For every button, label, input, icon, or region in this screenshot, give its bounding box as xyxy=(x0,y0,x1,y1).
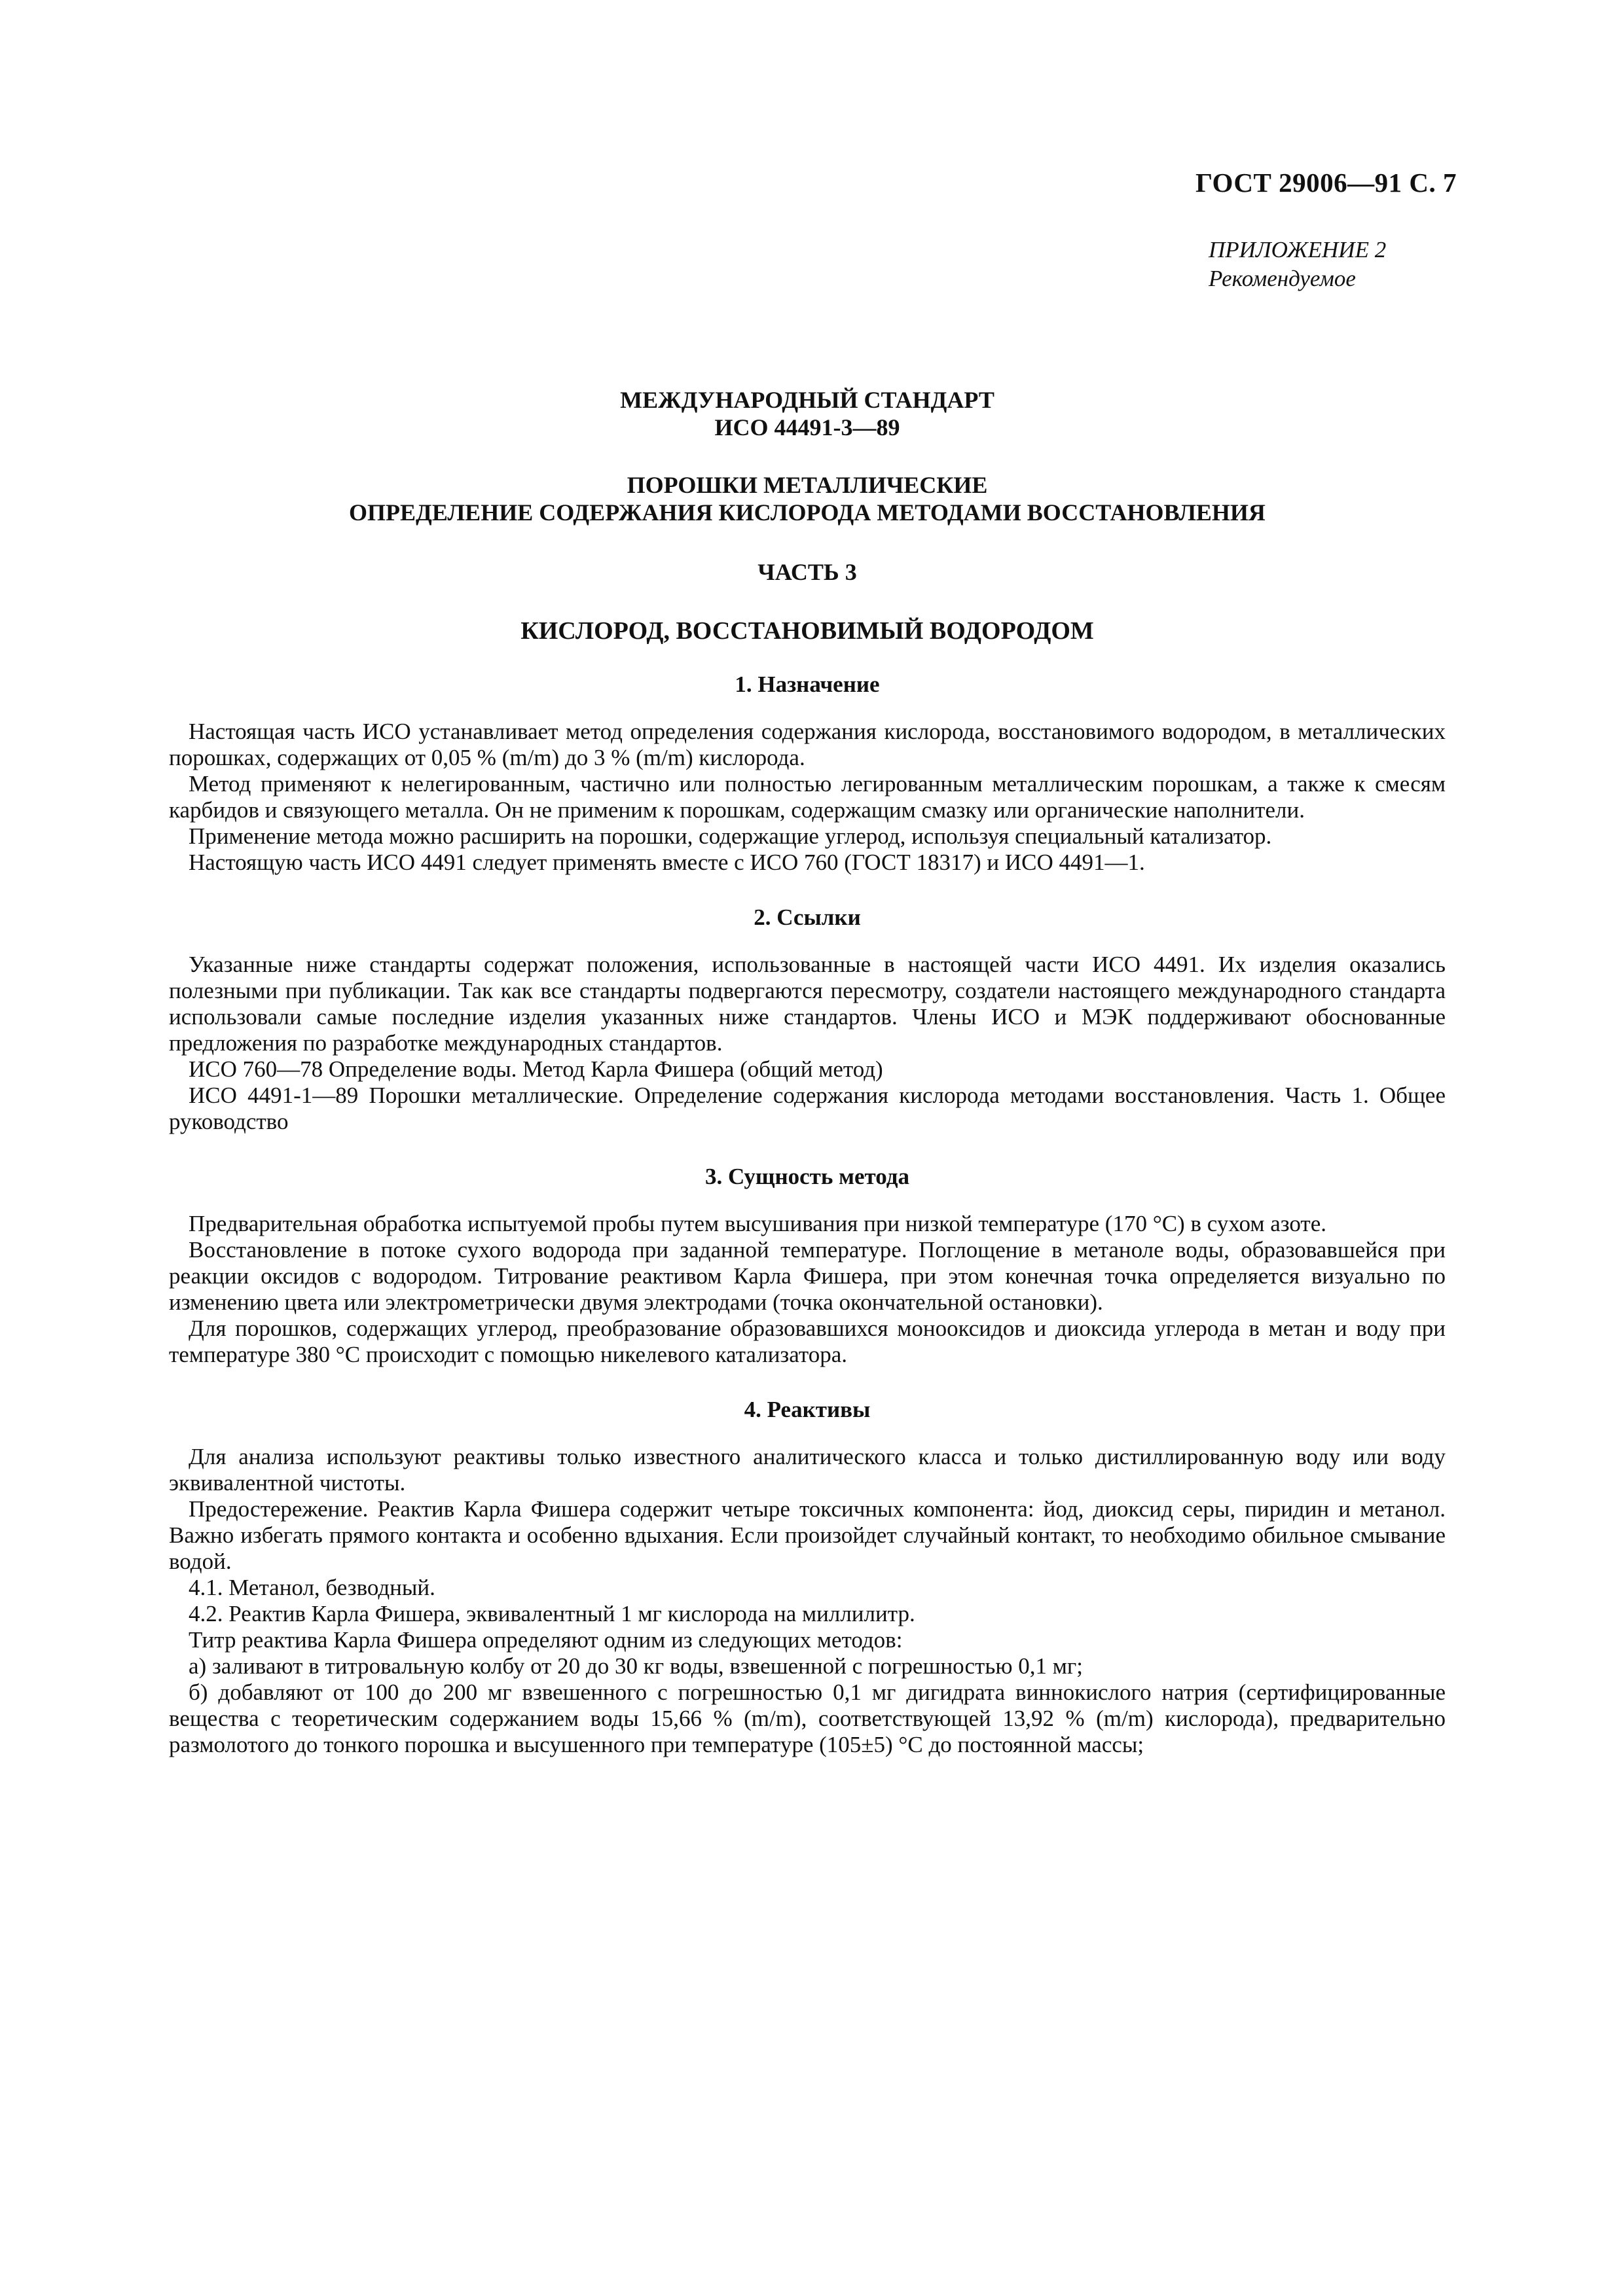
appendix-number: ПРИЛОЖЕНИЕ 2 xyxy=(1209,237,1387,262)
paragraph: Указанные ниже стандарты содержат положения, использованные в настоящей части ИСО 4491. Их изделия оказались полезными при публикации. Так как все стандарты подвергаются пересмотру, создатели настоящего международного стандарта использовали самые последние изделия указанных ниже стандартов. Члены ИСО и МЭК поддерживают обоснованные предложения по разработке международных стандартов. xyxy=(169,952,1446,1056)
part-title: КИСЛОРОД, ВОССТАНОВИМЫЙ ВОДОРОДОМ xyxy=(520,617,1094,645)
standard-type: МЕЖДУНАРОДНЫЙ СТАНДАРТ xyxy=(620,387,994,413)
paragraph: Настоящая часть ИСО устанавливает метод определения содержания кислорода, восстановимого водородом, в металлических порошках, содержащих от 0,05 % (m/m) до 3 % (m/m) кислорода. xyxy=(169,719,1446,770)
reference-item: ИСО 4491-1—89 Порошки металлические. Определение содержания кислорода методами восстановления. Часть 1. Общее руководство xyxy=(169,1083,1446,1134)
reagent-item: 4.2. Реактив Карла Фишера, эквивалентный 1 мг кислорода на миллилитр. xyxy=(189,1601,915,1626)
warning-paragraph: Предостережение. Реактив Карла Фишера содержит четыре токсичных компонента: йод, диоксид серы, пиридин и метанол. Важно избегать прямого контакта и особенно вдыхания. Если произойдет случайный контакт, то необходимо обильное смывание водой. xyxy=(169,1496,1446,1574)
reagent-item: 4.1. Метанол, безводный. xyxy=(189,1575,435,1600)
paragraph: Восстановление в потоке сухого водорода при заданной температуре. Поглощение в метаноле воды, образовавшейся при реакции оксидов с водородом. Титрование реактивом Карла Фишера, при этом конечная точка определяется визуально по изменению цвета или электрометрически двумя электродами (точка окончательной остановки). xyxy=(169,1237,1446,1315)
paragraph: Для порошков, содержащих углерод, преобразование образовавшихся монооксидов и диоксида углерода в метан и воду при температуре 380 °С происходит с помощью никелевого катализатора. xyxy=(169,1316,1446,1367)
document-title-2: ОПРЕДЕЛЕНИЕ СОДЕРЖАНИЯ КИСЛОРОДА МЕТОДАМИ ВОССТАНОВЛЕНИЯ xyxy=(349,499,1266,526)
paragraph: Титр реактива Карла Фишера определяют одним из следующих методов: xyxy=(189,1627,903,1653)
reference-item: ИСО 760—78 Определение воды. Метод Карла Фишера (общий метод) xyxy=(189,1056,883,1082)
paragraph: Применение метода можно расширить на порошки, содержащие углерод, используя специальный катализатор. xyxy=(189,823,1272,849)
method-item: б) добавляют от 100 до 200 мг взвешенного с погрешностью 0,1 мг дигидрата виннокислого натрия (сертифицированные вещества с теоретическим содержанием воды 15,66 % (m/m), соответствующей 13,92 % (m/m) кислорода), предварительно размолотого до тонкого порошка и высушенного при температуре (105±5) °С до постоянной массы; xyxy=(169,1679,1446,1757)
appendix-label xyxy=(1209,236,1386,293)
document-title-1: ПОРОШКИ МЕТАЛЛИЧЕСКИЕ xyxy=(627,472,988,498)
standard-number: ИСО 44491-3—89 xyxy=(714,414,900,440)
method-item: а) заливают в титровальную колбу от 20 до 30 кг воды, взвешенной с погрешностью 0,1 мг; xyxy=(189,1653,1083,1679)
document-body xyxy=(169,386,1446,1758)
paragraph: Для анализа используют реактивы только известного аналитического класса и только дистиллированную воду или воду эквивалентной чистоты. xyxy=(169,1444,1446,1496)
paragraph: Метод применяют к нелегированным, частично или полностью легированным металлическим порошкам, а также к смесям карбидов и связующего металла. Он не применим к порошкам, содержащим смазку или органические наполнители. xyxy=(169,771,1446,823)
paragraph: Настоящую часть ИСО 4491 следует применять вместе с ИСО 760 (ГОСТ 18317) и ИСО 4491—1. xyxy=(189,850,1145,875)
part-number: ЧАСТЬ 3 xyxy=(757,559,857,585)
section-heading: 1. Назначение xyxy=(735,672,880,697)
section-heading: 3. Сущность метода xyxy=(705,1164,909,1189)
appendix-status: Рекомендуемое xyxy=(1209,266,1356,291)
paragraph: Предварительная обработка испытуемой пробы путем высушивания при низкой температуре (170 °С) в сухом азоте. xyxy=(189,1211,1326,1236)
section-heading: 4. Реактивы xyxy=(744,1397,871,1422)
page-header xyxy=(1195,167,1457,198)
gost-reference: ГОСТ 29006—91 С. 7 xyxy=(1195,168,1457,198)
section-heading: 2. Ссылки xyxy=(754,905,861,930)
